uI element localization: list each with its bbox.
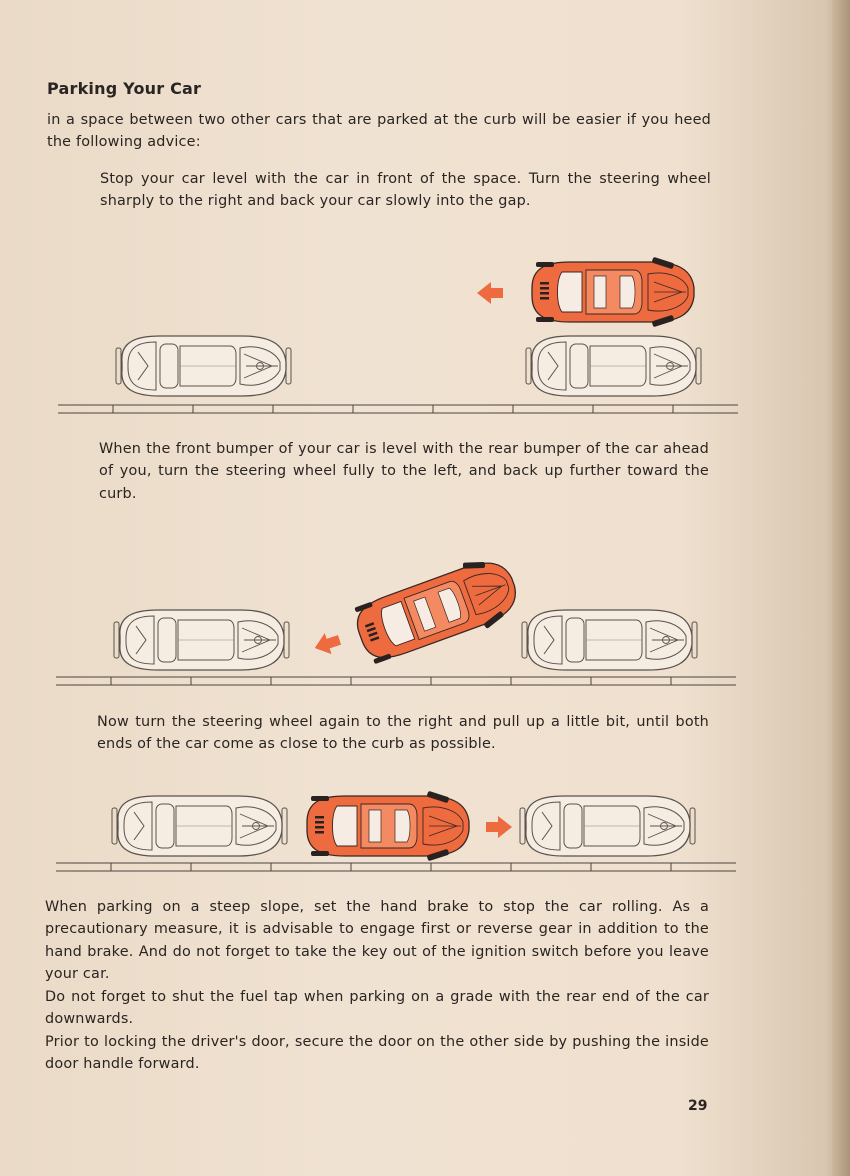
page-title: Parking Your Car [47, 79, 202, 98]
parking-diagram-step-3 [0, 780, 850, 880]
parked-car-rear [112, 796, 287, 856]
direction-arrow-left [477, 282, 503, 304]
door-lock-paragraph: Prior to locking the driver's door, secure the door on the other side by pushing the inside door handle forward. [45, 1034, 709, 1073]
parked-car-rear [116, 336, 291, 396]
page-number: 29 [688, 1098, 708, 1114]
step-1-text: Stop your car level with the car in front of the space. Turn the steering wheel sharply to the right and back your car slowly into the gap. [100, 171, 711, 210]
direction-arrow-left [311, 629, 343, 658]
fuel-tap-paragraph: Do not forget to shut the fuel tap when parking on a grade with the rear end of the car downwards. [45, 989, 709, 1028]
moving-car [349, 549, 525, 671]
moving-car [307, 791, 469, 862]
parked-car-rear [114, 610, 289, 670]
parking-diagram-step-1 [0, 250, 850, 420]
slope-paragraph: When parking on a steep slope, set the hand brake to stop the car rolling. As a precautionary measure, it is advisable to engage first or reverse gear in addition to the hand brake. And do not forget to take the key out of the ignition switch before you leave your car. [45, 899, 709, 983]
curb [56, 677, 736, 685]
parked-car-front [520, 796, 695, 856]
curb [56, 863, 736, 871]
curb [58, 405, 738, 413]
parking-diagram-step-2 [0, 540, 850, 700]
step-3-text: Now turn the steering wheel again to the right and pull up a little bit, until both ends of the car come as close to the curb as possible. [97, 714, 709, 753]
direction-arrow-right [486, 816, 512, 838]
moving-car [532, 257, 694, 328]
parked-car-front [526, 336, 701, 396]
intro-paragraph: in a space between two other cars that are parked at the curb will be easier if you heed the following advice: [47, 112, 711, 151]
parked-car-front [522, 610, 697, 670]
step-2-text: When the front bumper of your car is level with the rear bumper of the car ahead of you, turn the steering wheel fully to the left, and back up further toward the curb. [99, 441, 709, 502]
